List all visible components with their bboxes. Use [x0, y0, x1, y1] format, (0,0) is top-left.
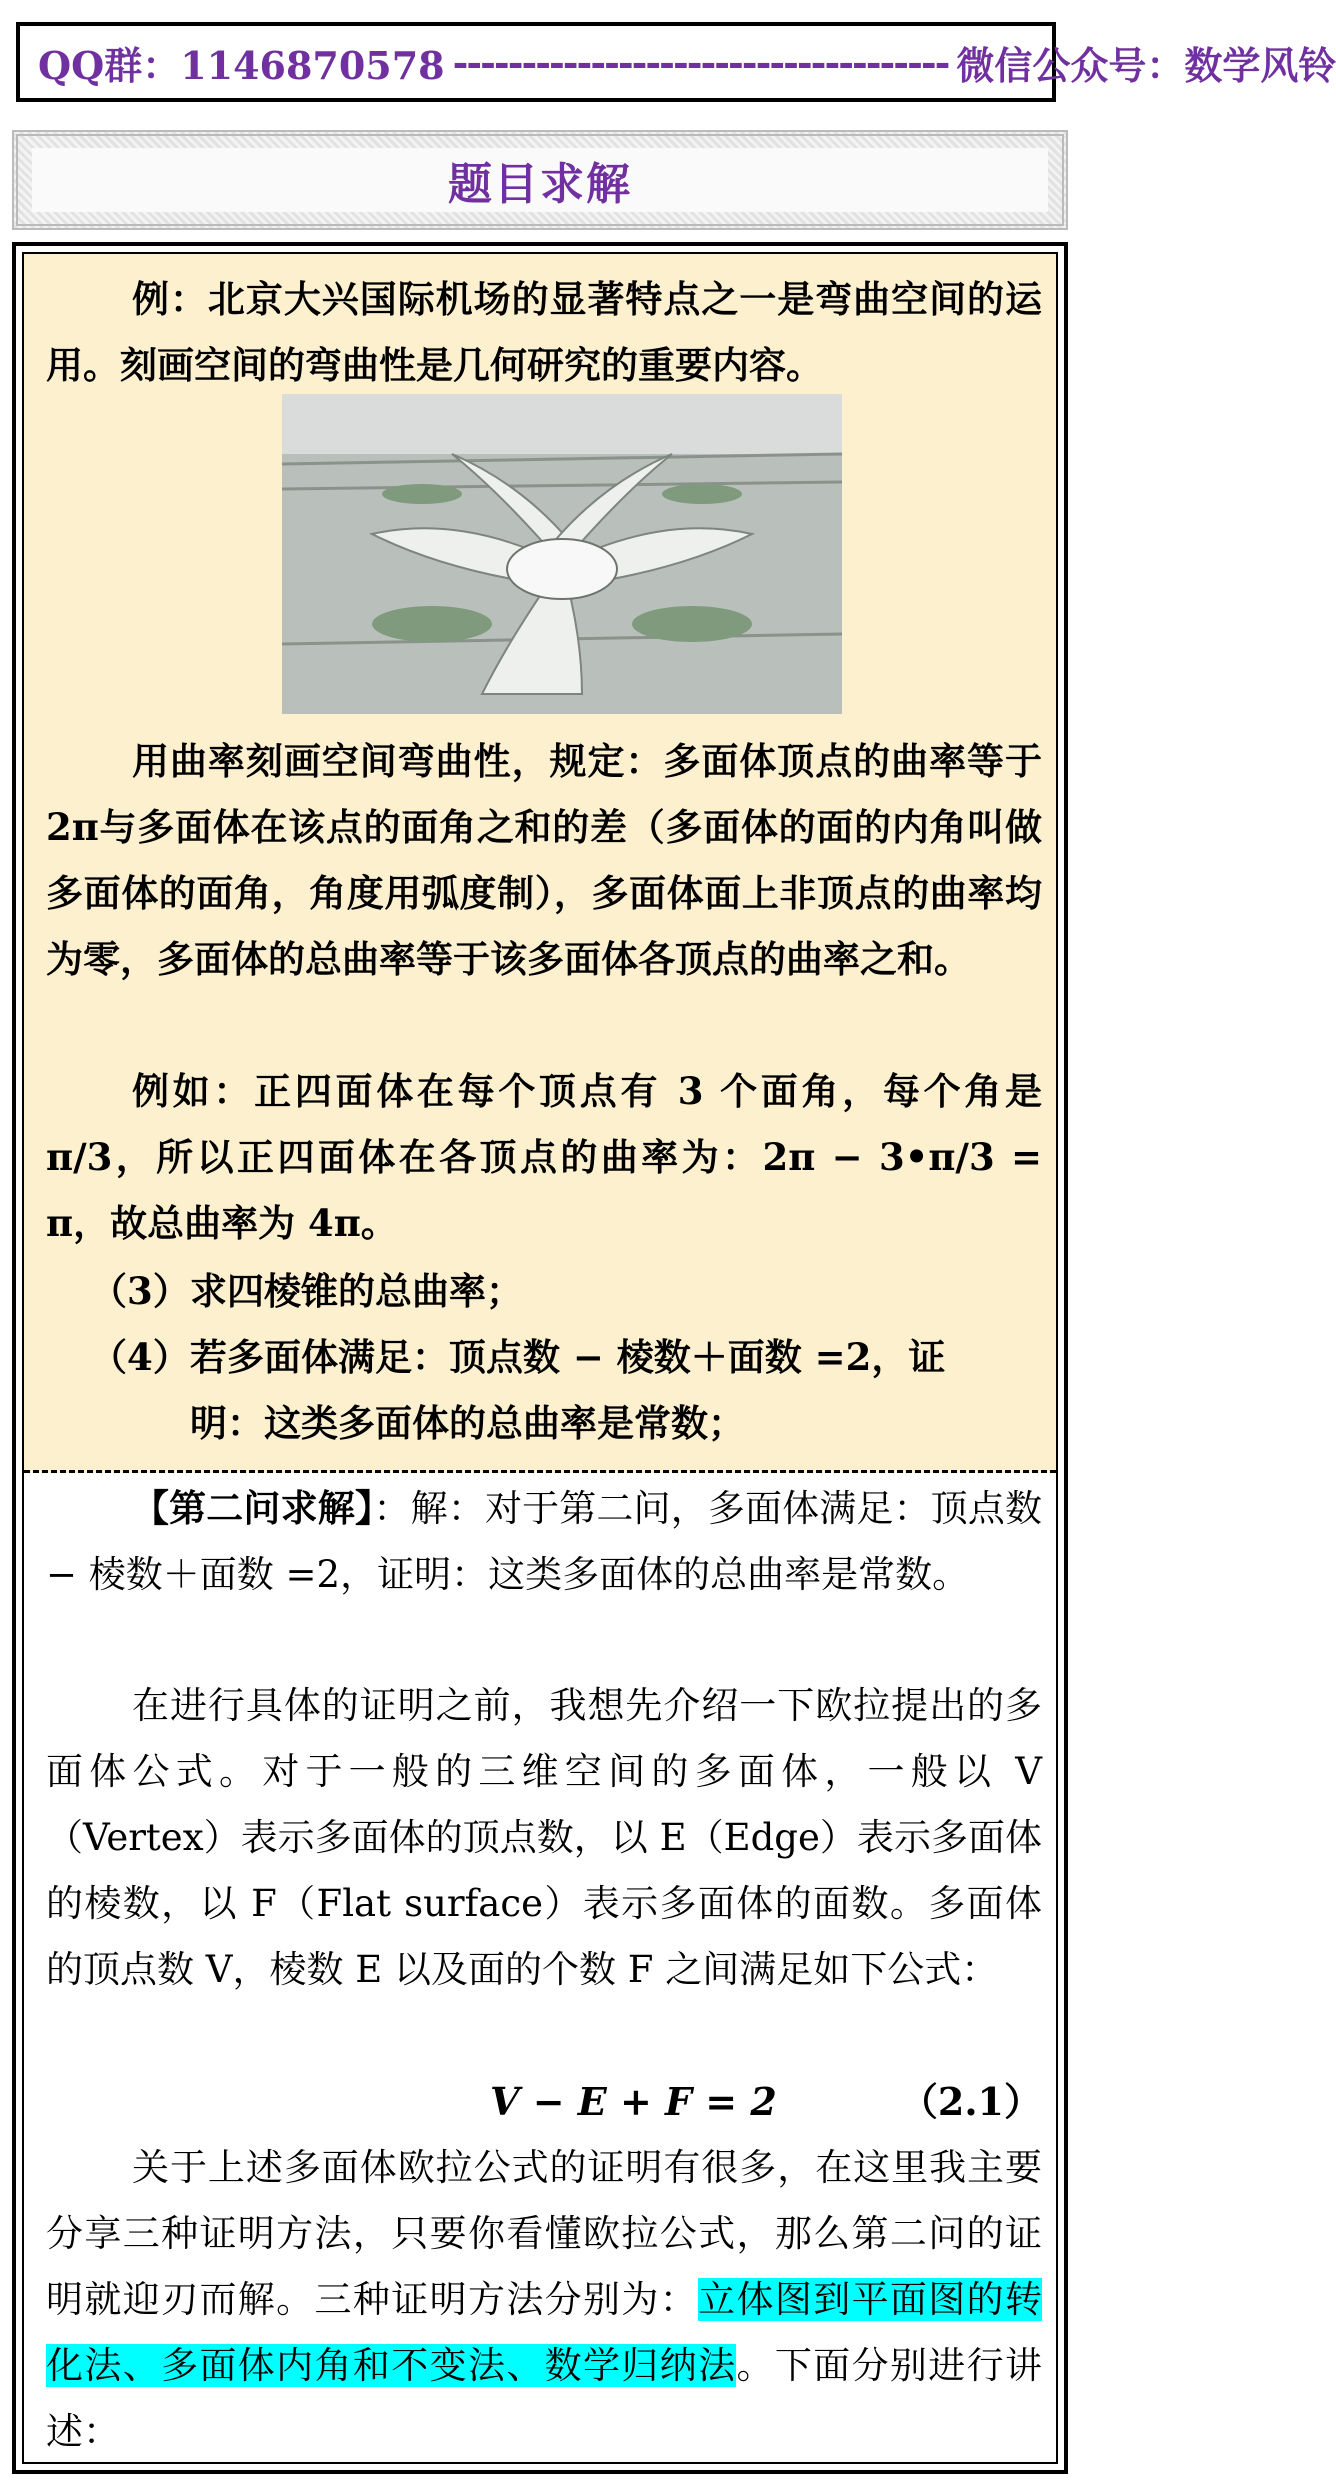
question-4-text-line1: 若多面体满足：顶点数 − 棱数＋面数 =2，证 [190, 1335, 946, 1379]
question-4 [90, 1324, 1042, 1456]
solution-intro-text: ：解：对于第二问，多面体满足：顶点数 − 棱数＋面数 =2，证明：这类多面体的总曲率是常数。 [46, 1487, 1043, 1596]
problem-intro: 例：北京大兴国际机场的显著特点之一是弯曲空间的运用。刻画空间的弯曲性是几何研究的重要内容。 [46, 277, 1042, 387]
question-4-number: （4） [90, 1335, 190, 1379]
section-title: 题目求解 [448, 159, 632, 210]
proof-methods-end: 。下面分别进行讲述： [46, 2344, 1043, 2453]
euler-intro: 在进行具体的证明之前，我想先介绍一下欧拉提出的多面体公式。对于一般的三维空间的多面体，一般以 V（Vertex）表示多面体的顶点数，以 E（Edge）表示多面体的棱数，以 F（Flat surface）表示多面体的面数。多面体的顶点数 V，棱数 E 以及面的个数 F 之间满足如下公式： [46, 1684, 1042, 1991]
wechat-account: 微信公众号：数学风铃 [956, 42, 1336, 88]
airport-photo [282, 394, 842, 714]
header-divider: ------------------------------------ [452, 39, 949, 85]
solution-intro [46, 1475, 1042, 1608]
euler-formula-equation: V − E + F = 2 [490, 2079, 777, 2124]
curvature-definition: 用曲率刻画空间弯曲性，规定：多面体顶点的曲率等于 2π与多面体在该点的面角之和的差（多面体的面的内角叫做多面体的面角，角度用弧度制），多面体面上非顶点的曲率均为零，多面体的总曲率等于该多面体各顶点的曲率之和。 [46, 739, 1042, 981]
question-4-text-line2: 明：这类多面体的总曲率是常数； [190, 1401, 745, 1445]
euler-formula [46, 2069, 1042, 2135]
question-3 [90, 1258, 1042, 1324]
euler-formula-number: （2.1） [899, 2079, 1042, 2124]
solution-label: 【第二问求解】 [132, 1486, 374, 1530]
solution-block [24, 1473, 1056, 2462]
section-title-box [12, 130, 1068, 230]
question-3-number: （3） [90, 1269, 190, 1313]
question-3-text: 求四棱锥的总曲率； [190, 1269, 523, 1313]
proof-methods-text: 关于上述多面体欧拉公式的证明有很多，在这里我主要分享三种证明方法，只要你看懂欧拉公式，那么第二问的证明就迎刃而解。三种证明方法分别为： [46, 2146, 1042, 2321]
proof-methods [46, 2135, 1042, 2465]
contact-header [16, 22, 1336, 102]
proof-methods-highlight: 立体图到平面图的转化法、多面体内角和不变法、数学归纳法 [46, 2278, 1043, 2387]
problem-block [24, 254, 1056, 1473]
tetrahedron-example: 例如：正四面体在每个顶点有 3 个面角，每个角是 π/3，所以正四面体在各顶点的曲率为：2π − 3•π/3 = π，故总曲率为 4π。 [46, 1069, 1042, 1245]
content-frame [12, 242, 1068, 2474]
qq-group: QQ群：1146870578 [38, 42, 445, 88]
